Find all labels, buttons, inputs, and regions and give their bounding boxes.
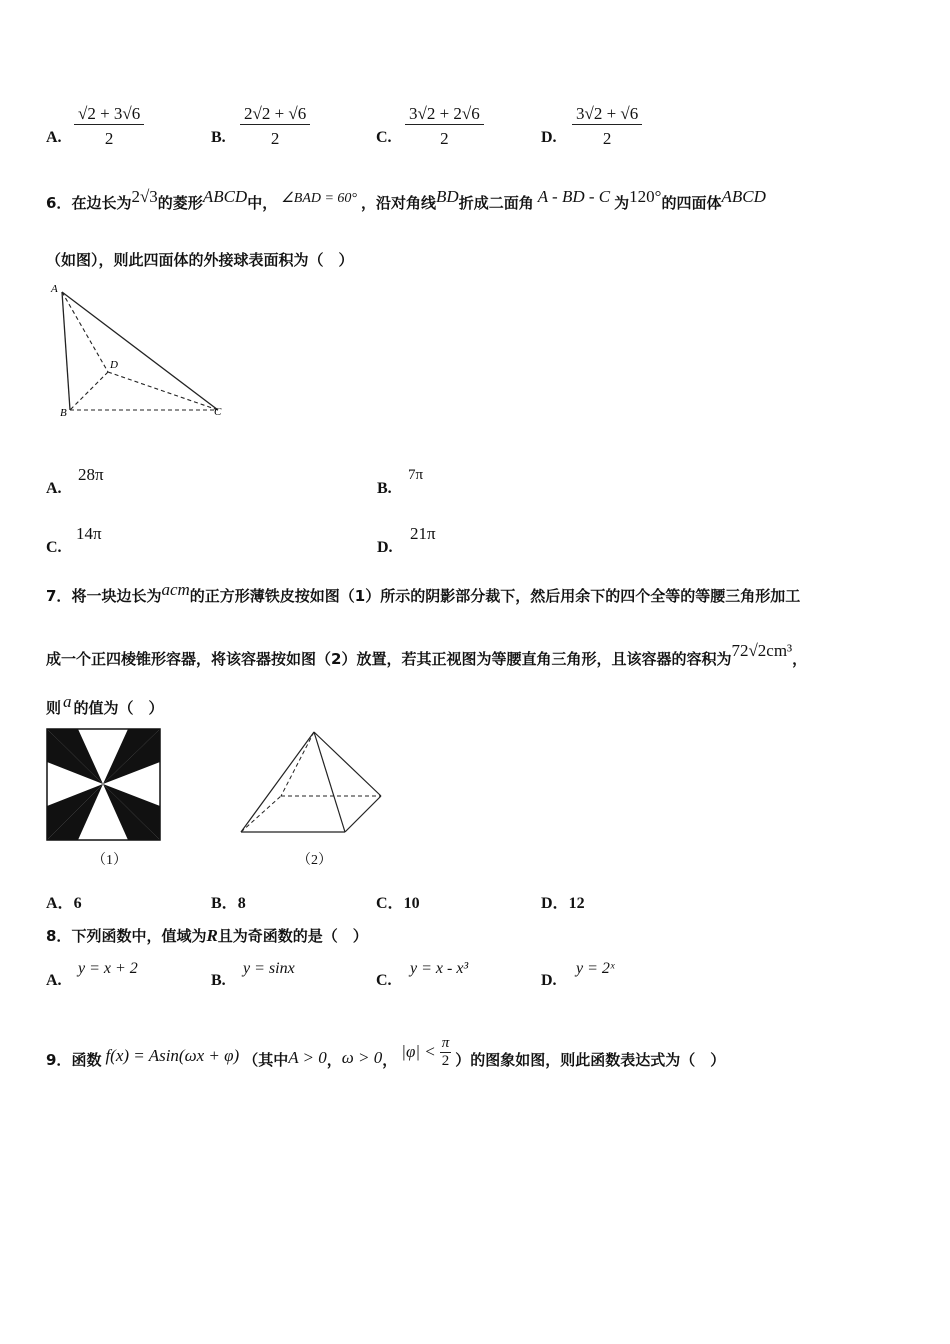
q9-number: 9．: [46, 1051, 72, 1069]
q6-option-d-value: 21π: [410, 524, 436, 543]
q6-math-120: 120°: [629, 187, 662, 206]
q6-math-abcd-2: ABCD: [721, 187, 766, 206]
q5-option-d-denominator: 2: [602, 129, 612, 148]
q7-option-c-label: C．: [376, 895, 404, 912]
q6-math-dihedral: A - BD - C: [537, 187, 611, 206]
q7-option-d: [541, 890, 585, 913]
q7-text-5: 则: [46, 699, 62, 717]
q6-option-a-value: 28π: [78, 465, 104, 484]
q6-option-a-label: A.: [46, 480, 62, 497]
q8-option-a-value: y = x + 2: [78, 960, 138, 977]
q7-number: 7．: [46, 587, 72, 605]
q8-option-d-label: D.: [541, 972, 557, 989]
q7-option-b-value: 8: [237, 895, 246, 912]
q7-math-acm: acm: [161, 580, 190, 599]
q7-option-d-label: D．: [541, 895, 569, 912]
q9-text-2: （其中: [243, 1051, 289, 1069]
q6-fig-label-d: D: [110, 359, 118, 371]
q8-option-d-value: y = 2ˣ: [576, 960, 615, 977]
q8-option-b-value: y = sinx: [243, 960, 295, 977]
q6-option-c-label: C.: [46, 539, 62, 556]
q7-figure-2-pyramid: [238, 728, 388, 838]
q7-option-b: [211, 890, 246, 913]
q7-math-volume: 72√2cm³: [731, 641, 793, 660]
q8-number: 8．: [46, 927, 72, 945]
q9-math-phi-bound: |φ| <: [401, 1042, 436, 1061]
q7-text-4: ，: [792, 650, 808, 668]
q6-math-bd: BD: [436, 187, 459, 206]
q6-text-1: 在边长为: [71, 194, 132, 212]
q7-option-a-value: 6: [73, 895, 82, 912]
q6-text-2: 的菱形: [157, 194, 203, 212]
q8-stem: [46, 925, 368, 946]
q5-option-b-value: [240, 104, 310, 149]
q5-option-c-label: C.: [376, 129, 392, 146]
q8-text-2: 且为奇函数的是（ ）: [217, 927, 368, 945]
q8-option-c-value: y = x - x³: [410, 960, 469, 977]
q6-fig-label-a: A: [51, 283, 58, 295]
q5-option-d-numerator: 3√2 + √6: [572, 104, 642, 125]
q6-option-c-value: 14π: [76, 524, 102, 543]
q6-math-abcd: ABCD: [202, 187, 248, 206]
q8-option-c-label: C.: [376, 972, 392, 989]
q7-math-a: a: [63, 692, 72, 711]
q5-option-a-label: A.: [46, 129, 62, 146]
q7-stem-line3: [46, 692, 164, 718]
q5-option-a-denominator: 2: [104, 129, 114, 148]
q5-option-b-label: B.: [211, 129, 226, 146]
q6-number: 6．: [46, 194, 72, 212]
q6-text-5: 折成二面角: [458, 194, 534, 212]
q7-option-d-value: 12: [568, 895, 585, 912]
q9-text-1: 函数: [71, 1051, 102, 1069]
q5-option-c-value: [405, 104, 484, 149]
q8-option-a-label: A.: [46, 972, 62, 989]
q9-text-4: ，: [382, 1051, 398, 1069]
q5-option-b-numerator: 2√2 + √6: [240, 104, 310, 125]
q5-option-d-label: D.: [541, 129, 557, 146]
q7-option-c-value: 10: [403, 895, 420, 912]
q9-math-pi: π: [441, 1035, 450, 1051]
q9-math-a-positive: A > 0: [288, 1048, 327, 1067]
q9-math-pi-over-2: [440, 1035, 452, 1070]
q6-text-7: 的四面体: [661, 194, 722, 212]
q7-stem-line1: [46, 580, 801, 606]
q7-text-2: 的正方形薄铁皮按如图（1）所示的阴影部分裁下，然后用余下的四个全等的等腰三角形加工: [189, 587, 801, 605]
q7-figure-1-caption: （1）: [92, 853, 127, 868]
q9-stem: [46, 1035, 726, 1078]
q9-math-function: f(x) = Asin(ωx + φ): [105, 1046, 240, 1065]
q6-text-4: ，沿对角线: [361, 194, 437, 212]
q8-text-1: 下列函数中，值域为: [71, 927, 207, 945]
q9-text-5: ）的图象如图，则此函数表达式为（ ）: [455, 1051, 726, 1069]
q6-option-d-label: D.: [377, 539, 393, 556]
q5-option-b-denominator: 2: [270, 129, 280, 148]
q7-figure-2-caption: （2）: [297, 853, 332, 868]
q6-stem-line1: [46, 187, 766, 213]
q9-text-3: ，: [326, 1051, 342, 1069]
q8-option-b-label: B.: [211, 972, 226, 989]
q6-fig-label-b: B: [60, 407, 67, 419]
q6-text-6: 为: [614, 194, 630, 212]
q9-math-two: 2: [441, 1053, 450, 1069]
q7-text-6: 的值为（ ）: [73, 699, 164, 717]
q6-option-b-label: B.: [377, 480, 392, 497]
q6-math-angle: ∠BAD = 60°: [281, 191, 358, 206]
q5-option-a-value: [74, 104, 144, 149]
q9-math-omega-positive: ω > 0: [341, 1048, 383, 1067]
q8-math-r: R: [206, 926, 218, 945]
q7-figure-1-square: [46, 728, 162, 842]
q6-math-side: 2√3: [131, 187, 158, 206]
q7-text-3: 成一个正四棱锥形容器，将该容器按如图（2）放置，若其正视图为等腰直角三角形，且该容器的容积为: [46, 650, 732, 668]
q6-fig-label-c: C: [214, 406, 222, 418]
q5-option-c-numerator: 3√2 + 2√6: [405, 104, 484, 125]
q6-tetrahedron-figure: [48, 280, 233, 420]
q7-option-a: [46, 890, 82, 913]
q7-option-b-label: B．: [211, 895, 238, 912]
q7-option-c: [376, 890, 420, 913]
q5-option-c-denominator: 2: [440, 129, 449, 148]
q6-stem-line2: （如图），则此四面体的外接球表面积为（ ）: [46, 251, 354, 269]
q7-text-1: 将一块边长为: [71, 587, 162, 605]
q5-option-a-numerator: √2 + 3√6: [74, 104, 144, 125]
q6-text-3: 中，: [247, 194, 278, 212]
q7-stem-line2: [46, 641, 808, 669]
q5-option-d-value: [572, 104, 642, 149]
q6-option-b-value: 7π: [408, 467, 424, 483]
q7-option-a-label: A．: [46, 895, 74, 912]
